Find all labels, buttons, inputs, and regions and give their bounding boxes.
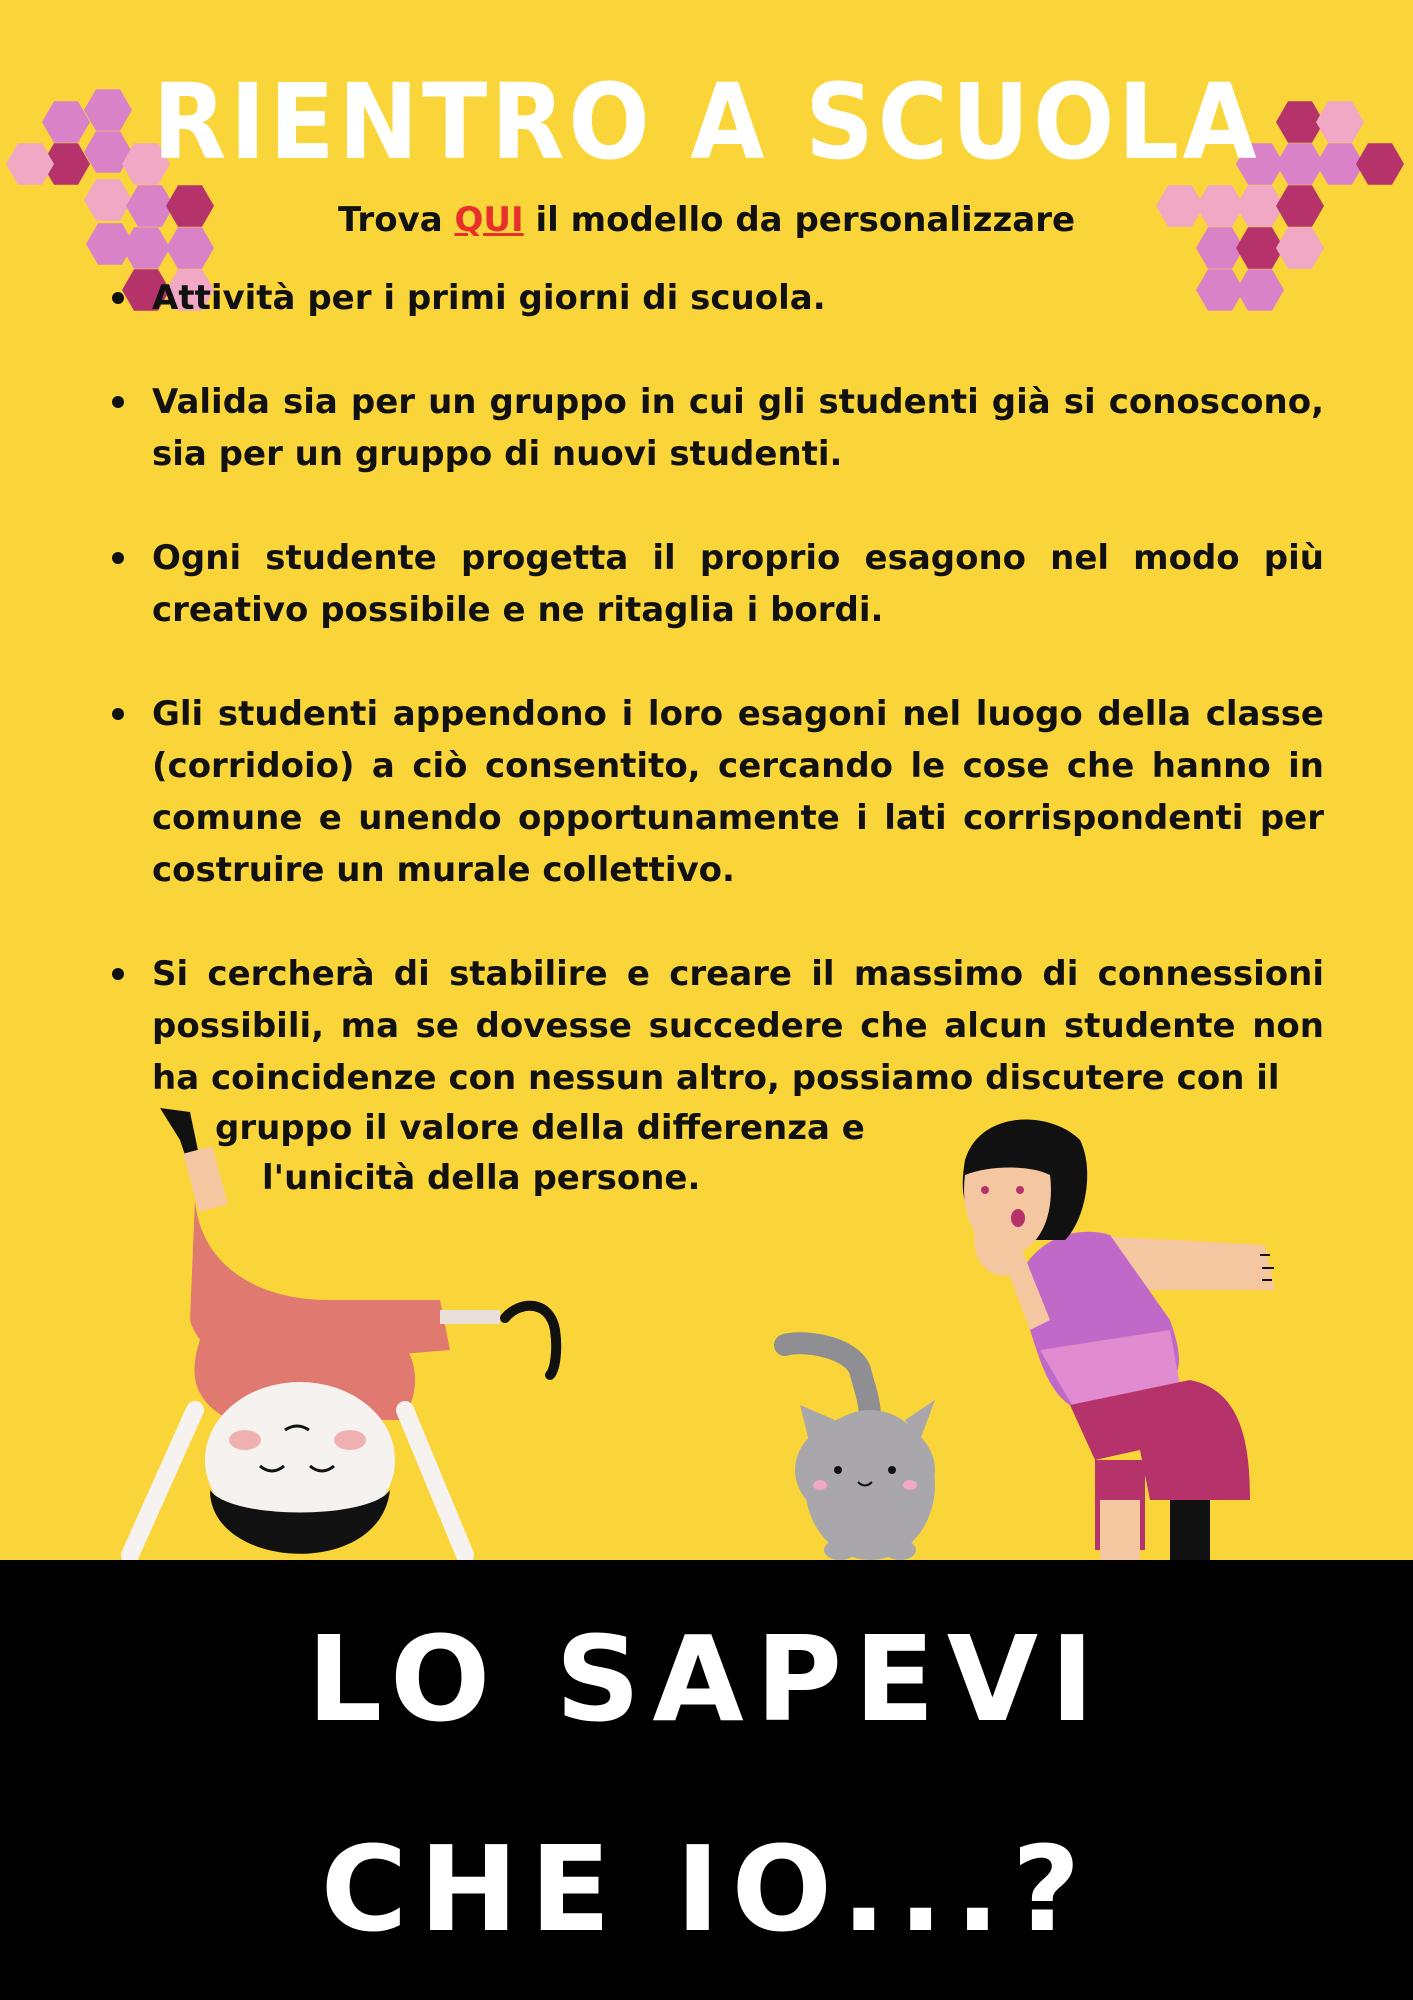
list-item: Attività per i primi giorni di scuola.: [108, 272, 1324, 324]
list-item: Si cercherà di stabilire e creare il massimo di connessioni possibili, ma se dovesse succedere che alcun studente non ha coincidenze con nessun altro, possiamo discutere con il: [108, 948, 1324, 1104]
list-item: Gli studenti appendono i loro esagoni nel luogo della classe (corridoio) a ciò consentito, cercando le cose che hanno in comune e unendo opportunamente i lati corrispondenti per costruire un murale collettivo.: [108, 688, 1324, 896]
subtitle-suffix: il modello da personalizzare: [523, 200, 1076, 240]
cat-illustration: [785, 1343, 935, 1560]
footer-line-2: CHE IO...?: [320, 1820, 1093, 1958]
list-item: Ogni studente progetta il proprio esagono nel modo più creativo possibile e ne ritaglia i bordi.: [108, 532, 1324, 636]
list-item-continuation: l'unicità della persone.: [262, 1158, 701, 1198]
surprised-woman-illustration: [963, 1120, 1275, 1590]
page-title: RIENTRO A SCUOLA: [152, 61, 1261, 183]
list-item-continuation: gruppo il valore della differenza e: [215, 1108, 865, 1148]
template-link[interactable]: QUI: [454, 200, 524, 240]
footer-line-1: LO SAPEVI: [306, 1610, 1106, 1748]
subtitle-prefix: Trova: [337, 200, 455, 240]
list-item: Valida sia per un gruppo in cui gli studenti già si conoscono, sia per un gruppo di nuovi studenti.: [108, 376, 1324, 480]
upside-down-girl-illustration: [130, 1108, 556, 1555]
